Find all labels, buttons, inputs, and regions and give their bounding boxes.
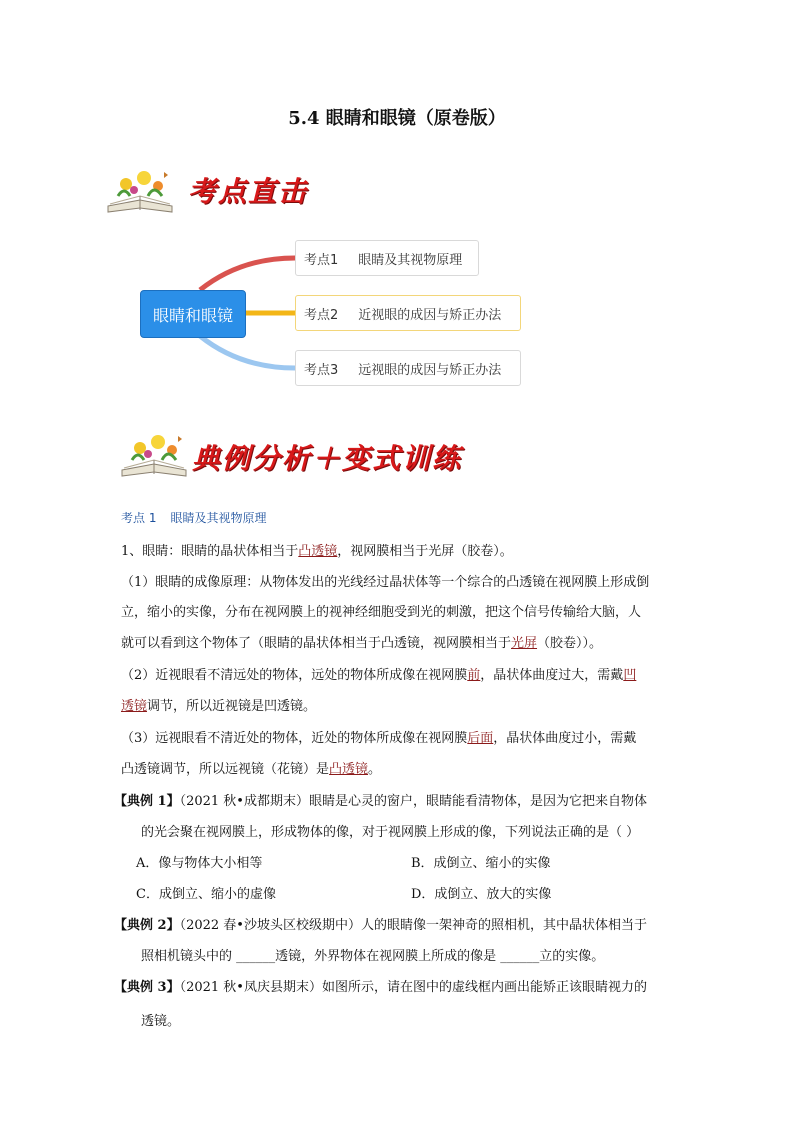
- line-4: [121, 632, 676, 651]
- text: （胶卷））。: [537, 636, 603, 651]
- example-label: 【典例 1】: [114, 794, 180, 809]
- text: （2）近视眼看不清远处的物体，远处的物体所成像在视网膜: [121, 668, 468, 683]
- mindmap-node-2: [295, 295, 521, 331]
- node-tag: 考点3: [304, 362, 339, 378]
- section-text: 眼睛及其视物原理: [170, 511, 267, 525]
- text: （2021 秋•成都期末）眼睛是心灵的窗户，眼睛能看清物体，是因为它把来自物体: [179, 794, 647, 809]
- banner-dianli: 典例分析＋变式训练: [192, 442, 463, 475]
- example-1-line-1: [114, 790, 669, 809]
- node-text: 眼睛及其视物原理: [358, 252, 463, 268]
- option-d: D．成倒立、放大的实像: [411, 887, 552, 902]
- line-3: 立，缩小的实像，分布在视网膜上的视神经细胞受到光的刺激，把这个信号传输给大脑，人: [121, 605, 642, 620]
- text: ，晶状体曲度过大，需戴: [480, 668, 624, 683]
- example-1-line-2: 的光会聚在视网膜上，形成物体的像，对于视网膜上形成的像，下列说法正确的是（ ）: [141, 825, 640, 840]
- example-3-line-2: 透镜。: [141, 1014, 181, 1029]
- node-text: 远视眼的成因与矫正办法: [358, 362, 502, 378]
- example-label: 【典例 3】: [114, 980, 180, 995]
- mindmap-center: 眼睛和眼镜: [140, 290, 246, 338]
- line-2: （1）眼睛的成像原理：从物体发出的光线经过晶状体等一个综合的凸透镜在视网膜上形成倒: [121, 575, 650, 590]
- line-5: [121, 664, 676, 683]
- connector-1: [200, 258, 295, 290]
- mindmap-node-1: [295, 240, 479, 276]
- text: 就可以看到这个物体了（眼睛的晶状体相当于凸透镜，视网膜相当于: [121, 636, 512, 651]
- mindmap-node-3: [295, 350, 521, 386]
- section-label: [121, 509, 280, 526]
- section-tag: 考点 1: [121, 511, 157, 525]
- connector-3: [200, 336, 295, 368]
- banner-kaodian: 考点直击: [188, 175, 309, 208]
- text: 凸透镜调节，所以远视镜（花镜）是: [121, 762, 330, 777]
- underlined-answer: 凹: [623, 668, 637, 683]
- underlined-answer: 光屏: [511, 636, 538, 651]
- underlined-answer: 前: [467, 668, 481, 683]
- page-title: 5.4 眼睛和眼镜（原卷版）: [288, 108, 506, 129]
- line-8: [121, 758, 676, 777]
- option-b: B．成倒立、缩小的实像: [411, 856, 551, 871]
- node-tag: 考点1: [304, 252, 339, 268]
- node-text: 近视眼的成因与矫正办法: [358, 307, 502, 323]
- option-a: A．像与物体大小相等: [136, 856, 263, 871]
- text: 。: [368, 762, 382, 777]
- underlined-answer: 后面: [467, 731, 494, 746]
- underlined-answer: 凸透镜: [329, 762, 369, 777]
- underlined-answer: 凸透镜: [298, 544, 338, 559]
- text: （3）远视眼看不清近处的物体，近处的物体所成像在视网膜: [121, 731, 468, 746]
- example-3-line-1: [114, 976, 669, 995]
- text: ，视网膜相当于光屏（胶卷）。: [337, 544, 513, 559]
- line-6: [121, 695, 676, 714]
- text: （2022 春•沙坡头区校级期中）人的眼睛像一架神奇的照相机，其中晶状体相当于: [179, 918, 647, 933]
- line-1: [121, 540, 676, 559]
- text: 调节，所以近视镜是凹透镜。: [147, 699, 317, 714]
- example-label: 【典例 2】: [114, 918, 180, 933]
- option-c: C．成倒立、缩小的虚像: [136, 887, 276, 902]
- example-2-line-2: 照相机镜头中的 ______透镜，外界物体在视网膜上所成的像是 ______立的实像。: [141, 949, 605, 964]
- text: ，晶状体曲度过小，需戴: [493, 731, 637, 746]
- node-tag: 考点2: [304, 307, 339, 323]
- text: （2021 秋•凤庆县期末）如图所示，请在图中的虚线框内画出能矫正该眼睛视力的: [179, 980, 647, 995]
- example-2-line-1: [114, 914, 669, 933]
- book-flowers-icon: [118, 430, 190, 484]
- line-7: [121, 727, 676, 746]
- underlined-answer: 透镜: [121, 699, 148, 714]
- text: 1、眼睛：眼睛的晶状体相当于: [121, 544, 299, 559]
